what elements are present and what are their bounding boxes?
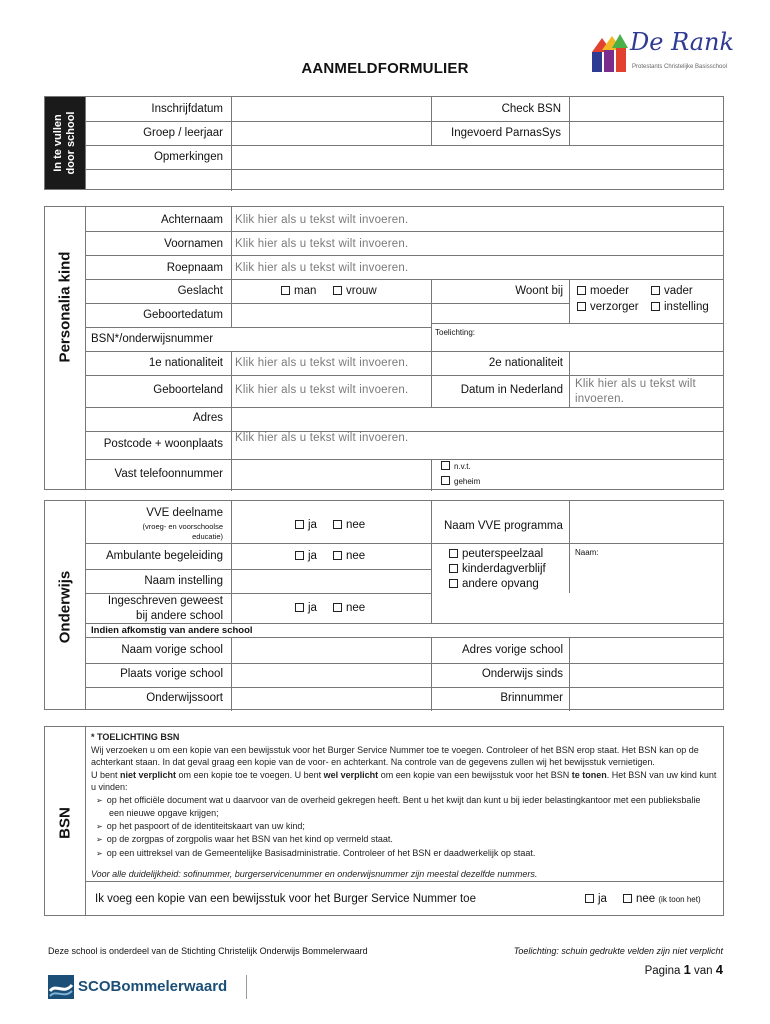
bsn-explanation	[91, 731, 717, 881]
checkbox-icon	[449, 564, 458, 573]
copy-statement: Ik voeg een kopie van een bewijsstuk voor het Burger Service Nummer toe	[95, 893, 476, 905]
bsn-sidebar	[45, 727, 86, 915]
geboortedatum-label: Geboortedatum	[143, 309, 223, 321]
opmerkingen-field[interactable]	[232, 146, 722, 190]
vader-checkbox[interactable]	[651, 285, 693, 297]
ambulante-nee-checkbox[interactable]	[333, 550, 365, 562]
geheim-checkbox[interactable]	[441, 476, 480, 486]
ingeschreven-nee-label: nee	[346, 602, 366, 614]
geboortedatum-field[interactable]	[232, 304, 430, 326]
voornamen-label: Voornamen	[164, 238, 223, 250]
groep-field[interactable]	[232, 122, 430, 144]
personalia-section	[44, 206, 724, 490]
personalia-sidebar	[45, 207, 86, 489]
checkbox-icon	[585, 894, 594, 903]
verzorger-checkbox[interactable]	[577, 301, 639, 313]
vve-sub-1: (vroeg- en voorschoolse	[142, 522, 223, 531]
andere-opvang-label: andere opvang	[462, 578, 539, 590]
bsn-bullet: ➢ op de zorgpas of zorgpolis waar het BSN van het kind op vermeld staat.	[109, 833, 717, 847]
roepnaam-label: Roepnaam	[166, 262, 223, 274]
check-bsn-field[interactable]	[570, 98, 722, 120]
vve-nee-label: nee	[346, 519, 366, 531]
checkbox-icon	[333, 286, 342, 295]
instelling-label: instelling	[664, 301, 709, 313]
adres-field[interactable]	[232, 408, 722, 430]
ingevoerd-field[interactable]	[570, 122, 722, 144]
telefoon-field[interactable]	[232, 460, 430, 490]
checkbox-icon	[441, 461, 450, 470]
personalia-label: Personalia kind	[56, 251, 74, 363]
school-section-label-1: In te vullen	[52, 114, 64, 172]
vve-nee-checkbox[interactable]	[333, 519, 365, 531]
check-bsn-label: Check BSN	[501, 103, 561, 115]
inschrijfdatum-field[interactable]	[232, 98, 430, 120]
ingevoerd-label: Ingevoerd ParnasSys	[451, 127, 561, 139]
page-indicator: Pagina 1 van 4	[644, 962, 723, 977]
verzorger-label: verzorger	[590, 301, 639, 313]
ingeschreven-ja-checkbox[interactable]	[295, 602, 317, 614]
school-section	[44, 96, 724, 190]
bsn-note: Voor alle duidelijkheid: sofinummer, burgerservicenummer en onderwijsnummer zijn meestal dezelfde nummers.	[91, 869, 538, 879]
voornamen-input[interactable]: Klik hier als u tekst wilt invoeren.	[235, 238, 409, 250]
onderwijs-section	[44, 500, 724, 710]
checkbox-icon	[449, 549, 458, 558]
school-section-label-2: door school	[65, 111, 77, 175]
bsn-bullet: ➢ op een uittreksel van de Gemeentelijke Basisadministratie. Controleer of het BSN er daadwerkelijk op staat.	[109, 847, 717, 861]
checkbox-icon	[623, 894, 632, 903]
checkbox-icon	[449, 579, 458, 588]
naam-label: Naam:	[575, 548, 599, 557]
plaats-vorige-label: Plaats vorige school	[120, 668, 223, 680]
ingeschreven-label-1: Ingeschreven geweest	[107, 595, 223, 607]
toelichting-label: Toelichting:	[435, 328, 476, 337]
copy-nee-checkbox[interactable]	[623, 893, 701, 905]
onderwijs-sinds-field[interactable]	[570, 664, 722, 686]
onderwijs-sidebar	[45, 501, 86, 709]
ambulante-ja-label: ja	[308, 550, 317, 562]
brinnummer-label: Brinnummer	[500, 692, 563, 704]
bsn-section	[44, 726, 724, 916]
vve-ja-label: ja	[308, 519, 317, 531]
moeder-checkbox[interactable]	[577, 285, 629, 297]
checkbox-icon	[333, 520, 342, 529]
postcode-input[interactable]: Klik hier als u tekst wilt invoeren.	[235, 432, 409, 444]
postcode-label: Postcode + woonplaats	[103, 438, 223, 450]
naam-instelling-label: Naam instelling	[144, 575, 223, 587]
bsn-field[interactable]	[232, 328, 430, 350]
geboorteland-input[interactable]: Klik hier als u tekst wilt invoeren.	[235, 384, 409, 396]
onderwijssoort-label: Onderwijssoort	[146, 692, 223, 704]
checkbox-icon	[295, 551, 304, 560]
vve-sub-2: educatie)	[192, 532, 223, 541]
kinderdagverblijf-label: kinderdagverblijf	[462, 563, 546, 575]
school-section-sidebar	[45, 97, 86, 189]
telefoon-label: Vast telefoonnummer	[114, 468, 223, 480]
man-label: man	[294, 285, 317, 297]
afkomstig-heading: Indien afkomstig van andere school	[91, 625, 253, 636]
copy-nee-label: nee	[636, 893, 656, 905]
copy-ja-checkbox[interactable]	[585, 893, 607, 905]
bsn-heading: * TOELICHTING BSN	[91, 732, 180, 742]
copy-ja-label: ja	[598, 893, 607, 905]
peuterspeelzaal-label: peuterspeelzaal	[462, 548, 544, 560]
geheim-label: geheim	[454, 477, 481, 486]
vve-label: VVE deelname	[146, 507, 223, 519]
ingeschreven-label-2: bij andere school	[136, 610, 223, 622]
nationaliteit-2-label: 2e nationaliteit	[488, 357, 563, 369]
ingeschreven-nee-checkbox[interactable]	[333, 602, 365, 614]
vader-label: vader	[664, 285, 693, 297]
inschrijfdatum-label: Inschrijfdatum	[151, 103, 223, 115]
sco-logo-icon	[48, 975, 74, 999]
adres-label: Adres	[192, 412, 223, 424]
man-checkbox[interactable]	[281, 285, 316, 297]
checkbox-icon	[577, 286, 586, 295]
onderwijssoort-field[interactable]	[232, 688, 430, 710]
opmerkingen-label: Opmerkingen	[153, 151, 223, 163]
checkbox-icon	[281, 286, 290, 295]
ambulante-nee-label: nee	[346, 550, 366, 562]
andere-opvang-checkbox[interactable]	[449, 578, 539, 590]
bsn-bullet: ➢ op het paspoort of de identiteitskaart van uw kind;	[109, 820, 717, 834]
checkbox-icon	[333, 551, 342, 560]
bsn-paragraph-1: Wij verzoeken u om een kopie van een bewijsstuk voor het Burger Service Nummer toe te voegen. Controleer of het BSN erop staat. Het BSN kan op de achterkant staan. In dat geval graag een kopie van de voor- en achterkant. Na controle van de gegevens zullen wij het bewijsstuk vernietigen.	[91, 744, 699, 767]
bsn-label: BSN*/onderwijsnummer	[91, 333, 214, 345]
logo-subtitle: Protestants Christelijke Basisschool	[632, 64, 728, 70]
footer-right: Toelichting: schuin gedrukte velden zijn niet verplicht	[513, 946, 723, 956]
page-title: AANMELDFORMULIER	[301, 60, 469, 77]
moeder-label: moeder	[590, 285, 629, 297]
vve-ja-checkbox[interactable]	[295, 519, 317, 531]
geboorteland-label: Geboorteland	[153, 384, 223, 396]
achternaam-input[interactable]: Klik hier als u tekst wilt invoeren.	[235, 214, 409, 226]
naam-vve-field[interactable]	[570, 502, 722, 542]
vrouw-label: vrouw	[346, 285, 377, 297]
nvt-label: n.v.t.	[454, 462, 471, 471]
nationaliteit-1-label: 1e nationaliteit	[148, 357, 223, 369]
brinnummer-field[interactable]	[570, 688, 722, 710]
ambulante-ja-checkbox[interactable]	[295, 550, 317, 562]
peuterspeelzaal-checkbox[interactable]	[449, 548, 543, 560]
copy-nee-extra: (ik toon het)	[658, 895, 701, 904]
sco-logo	[48, 975, 248, 1001]
checkbox-icon	[295, 603, 304, 612]
checkbox-icon	[441, 476, 450, 485]
bsn-paragraph-2: U bent niet verplicht om een kopie toe te voegen. U bent wel verplicht om een kopie van een bewijsstuk voor het BSN te tonen. Het BSN van uw kind kunt u vinden:	[91, 769, 717, 792]
bsn-bullet: ➢ op het officiële document wat u daarvoor van de overheid gekregen heeft. Bent u het kwijt dan kunt u bij ieder belastingkantoor met een publieksbalie een nieuwe opgave krijgen;	[109, 794, 717, 820]
adres-vorige-label: Adres vorige school	[462, 644, 563, 656]
datum-nederland-placeholder-1: Klik hier als u tekst wilt	[575, 378, 696, 390]
groep-label: Groep / leerjaar	[143, 127, 223, 139]
naam-vorige-label: Naam vorige school	[121, 644, 223, 656]
nvt-checkbox[interactable]	[441, 461, 471, 471]
checkbox-icon	[651, 286, 660, 295]
footer-left: Deze school is onderdeel van de Stichting Christelijk Onderwijs Bommelerwaard	[48, 946, 368, 956]
woont-bij-label: Woont bij	[515, 285, 563, 297]
instelling-checkbox[interactable]	[651, 301, 709, 313]
plaats-vorige-field[interactable]	[232, 664, 430, 686]
sco-logo-text: SCOBommelerwaard	[78, 978, 228, 995]
bsn-bullet-list	[91, 794, 717, 861]
ingeschreven-ja-label: ja	[308, 602, 317, 614]
naam-instelling-field[interactable]	[232, 570, 430, 592]
achternaam-label: Achternaam	[160, 214, 223, 226]
checkbox-icon	[651, 302, 660, 311]
bsn-section-label: BSN	[56, 807, 74, 839]
nationaliteit-2-field[interactable]	[570, 352, 722, 374]
onderwijs-sinds-label: Onderwijs sinds	[481, 668, 563, 680]
naam-vve-label: Naam VVE programma	[444, 520, 563, 532]
checkbox-icon	[577, 302, 586, 311]
geslacht-label: Geslacht	[177, 285, 223, 297]
nationaliteit-1-input[interactable]: Klik hier als u tekst wilt invoeren.	[235, 357, 409, 369]
naam-vorige-field[interactable]	[232, 638, 430, 662]
roepnaam-input[interactable]: Klik hier als u tekst wilt invoeren.	[235, 262, 409, 274]
adres-vorige-field[interactable]	[570, 638, 722, 662]
datum-nederland-label: Datum in Nederland	[460, 384, 563, 396]
ambulante-label: Ambulante begeleiding	[105, 550, 223, 562]
kinderdagverblijf-checkbox[interactable]	[449, 563, 546, 575]
datum-nederland-input[interactable]	[575, 377, 696, 407]
onderwijs-label: Onderwijs	[56, 570, 74, 644]
checkbox-icon	[333, 603, 342, 612]
vrouw-checkbox[interactable]	[333, 285, 377, 297]
logo-text: De Rank	[630, 28, 735, 56]
datum-nederland-placeholder-2: invoeren.	[575, 393, 625, 405]
checkbox-icon	[295, 520, 304, 529]
